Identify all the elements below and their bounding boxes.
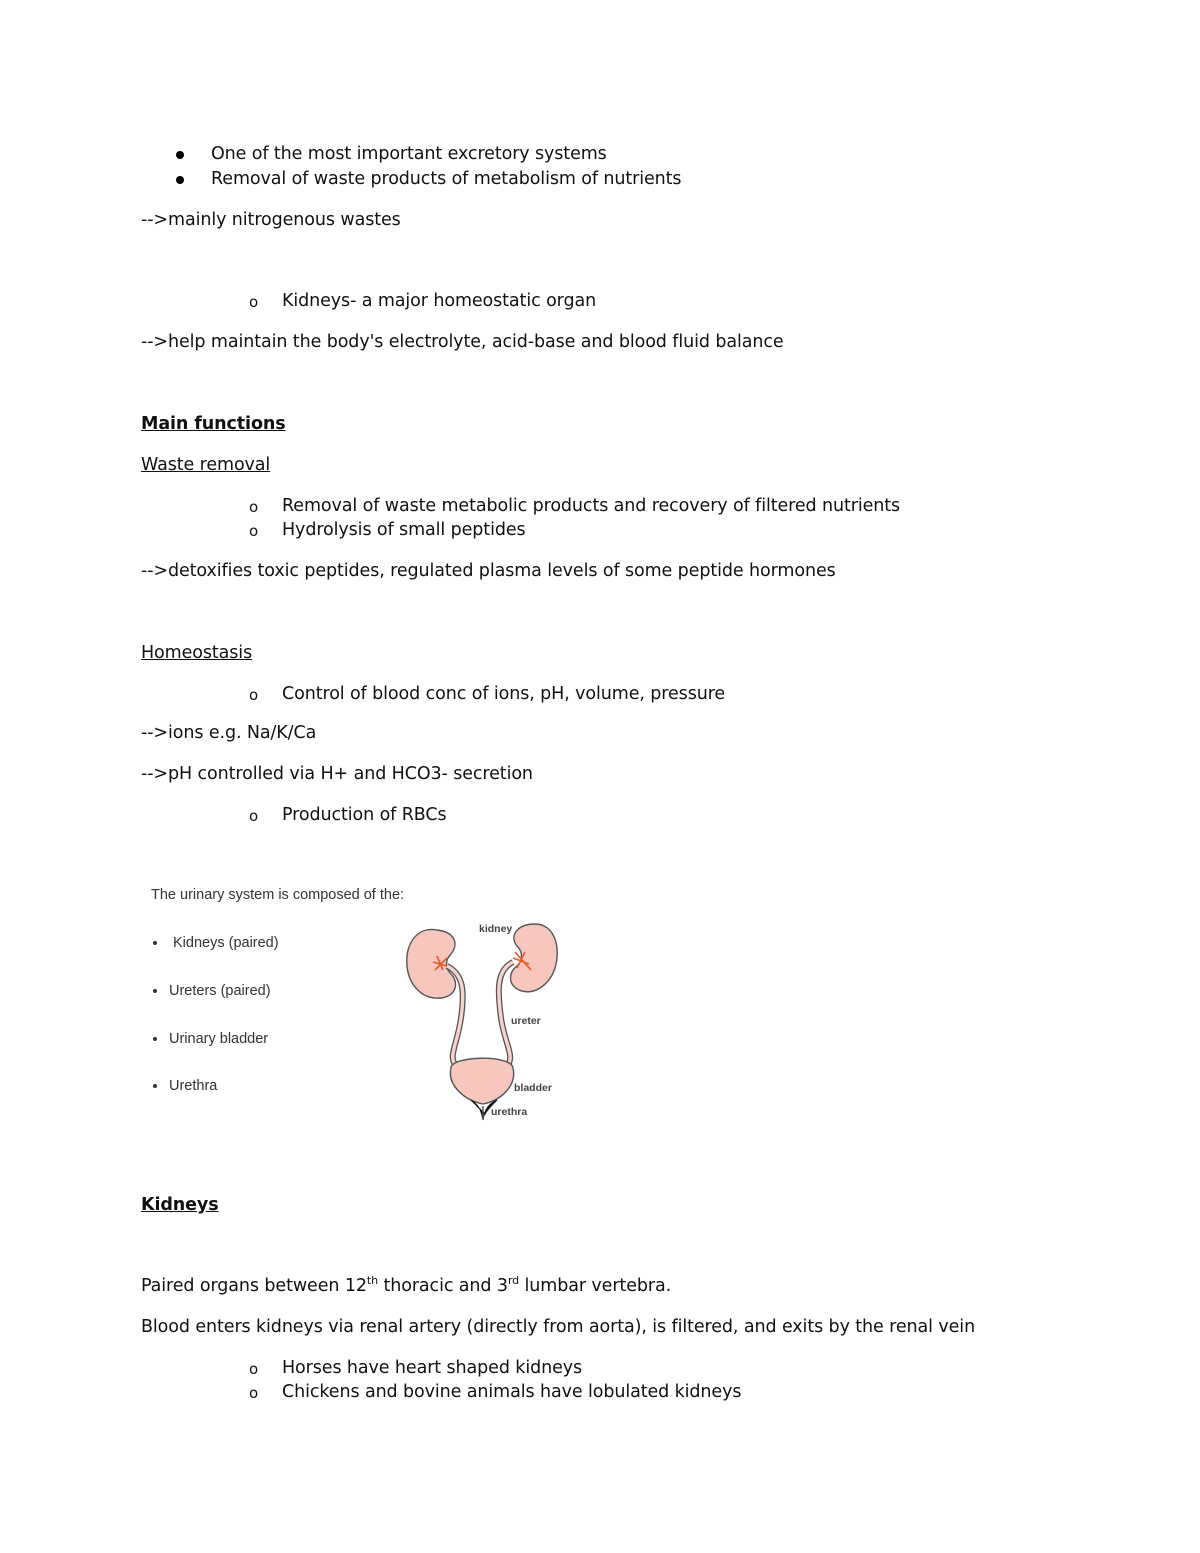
bullet-text: One of the most important excretory systems: [211, 144, 607, 164]
figure-item: Urethra: [169, 1078, 218, 1094]
superscript: th: [366, 1274, 378, 1288]
label-urethra: urethra: [491, 1106, 528, 1118]
sub-item: Removal of waste metabolic products and recovery of filtered nutrients: [282, 496, 901, 516]
sub-item: Horses have heart shaped kidneys: [282, 1358, 583, 1378]
blood-flow-sentence: Blood enters kidneys via renal artery (directly from aorta), is filtered, and exits by the renal vein: [141, 1317, 976, 1337]
urinary-system-illustration: [145, 878, 575, 1128]
section-heading: Kidneys: [141, 1195, 219, 1215]
superscript: rd: [507, 1274, 520, 1288]
sub-item: Production of RBCs: [282, 805, 447, 825]
arrow-note: -->ions e.g. Na/K/Ca: [141, 723, 317, 743]
subsection-heading: Homeostasis: [141, 643, 253, 663]
sentence-part: thoracic and 3: [378, 1276, 508, 1296]
arrow-note: -->mainly nitrogenous wastes: [141, 210, 401, 230]
right-kidney-shape: [511, 924, 558, 992]
bullet-dot: [176, 151, 184, 159]
sentence-part: lumbar vertebra.: [519, 1276, 672, 1296]
arrow-note: -->detoxifies toxic peptides, regulated plasma levels of some peptide hormones: [141, 561, 836, 581]
subsection-heading: Waste removal: [141, 455, 271, 475]
section-heading: Main functions: [141, 414, 286, 434]
paired-organs-sentence: [141, 1275, 671, 1297]
figure-title: The urinary system is composed of the:: [151, 887, 405, 903]
list-marker: o: [249, 522, 259, 540]
arrow-note: -->pH controlled via H+ and HCO3- secretion: [141, 764, 533, 784]
sub-item: Hydrolysis of small peptides: [282, 520, 526, 540]
bullet-text: Removal of waste products of metabolism of nutrients: [211, 169, 682, 189]
sub-item: Kidneys- a major homeostatic organ: [282, 291, 597, 311]
figure-item: Urinary bladder: [169, 1031, 269, 1047]
list-marker: o: [249, 686, 259, 704]
sentence-part: Paired organs between 12: [141, 1276, 367, 1296]
list-marker: o: [249, 1360, 259, 1378]
label-kidney: kidney: [479, 923, 513, 935]
label-bladder: bladder: [514, 1082, 552, 1094]
list-marker: o: [249, 293, 259, 311]
sub-item: Control of blood conc of ions, pH, volume, pressure: [282, 684, 726, 704]
arrow-note: -->help maintain the body's electrolyte, acid-base and blood fluid balance: [141, 332, 784, 352]
list-marker: o: [249, 1384, 259, 1402]
urinary-system-figure: [145, 878, 575, 1128]
figure-item: Ureters (paired): [169, 983, 271, 999]
figure-item: Kidneys (paired): [173, 935, 279, 951]
label-ureter: ureter: [511, 1015, 541, 1027]
bullet-dot: [176, 176, 184, 184]
list-marker: o: [249, 807, 259, 825]
bladder-shape: [450, 1058, 513, 1104]
list-marker: o: [249, 498, 259, 516]
sub-item: Chickens and bovine animals have lobulated kidneys: [282, 1382, 742, 1402]
